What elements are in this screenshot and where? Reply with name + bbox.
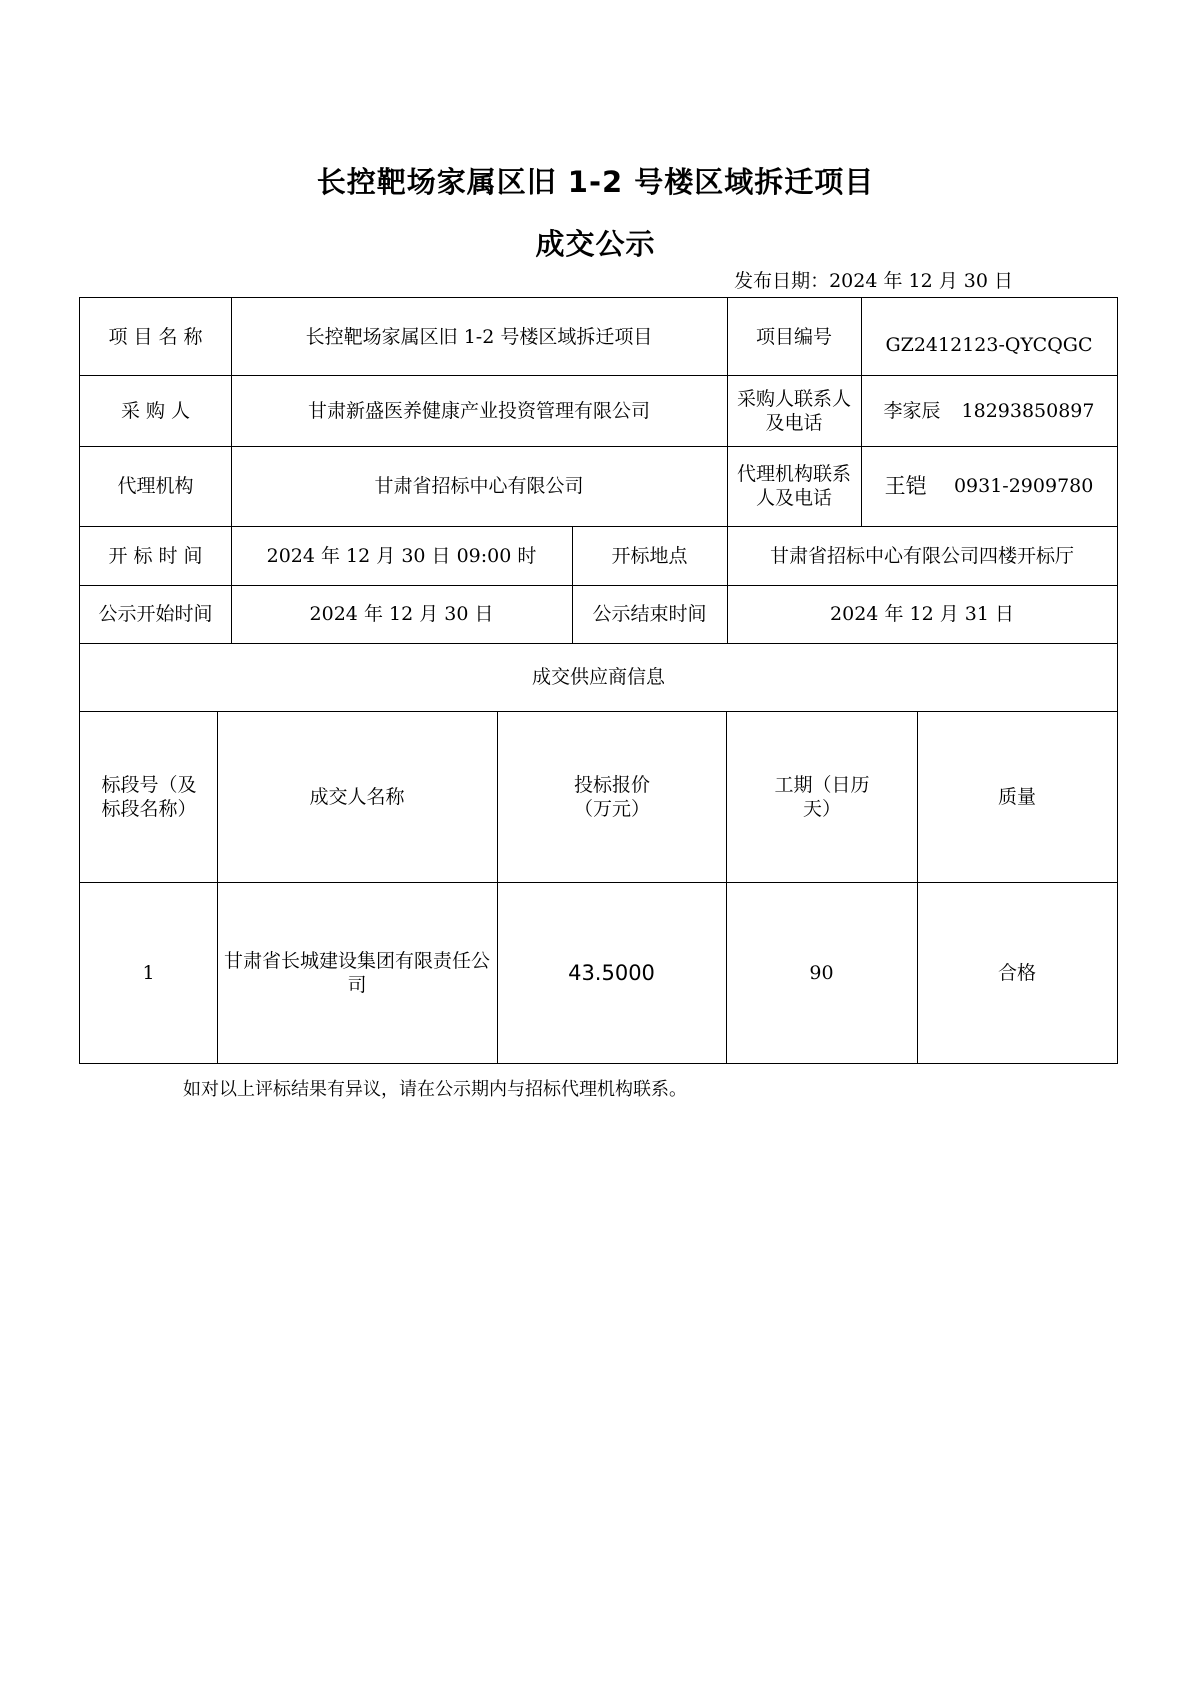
agency: 甘肃省招标中心有限公司 xyxy=(374,475,584,497)
open-place: 甘肃省招标中心有限公司四楼开标厅 xyxy=(769,544,1074,567)
purchaser-contact xyxy=(861,375,1117,446)
purchaser: 甘肃新盛医养健康产业投资管理有限公司 xyxy=(307,399,650,422)
table-cell-quality: 合格 xyxy=(997,961,1036,984)
agency-label: 代理机构 xyxy=(117,475,194,497)
purchaser-contact-name: 李家辰 xyxy=(883,399,941,422)
header-winner-name: 成交人名称 xyxy=(309,785,405,808)
notice-end: 2024 年 12 月 31 日 xyxy=(830,603,1014,625)
objection-note: 如对以上评标结果有异议，请在公示期内与招标代理机构联系。 xyxy=(183,1079,687,1100)
table-cell-lot-no: 1 xyxy=(142,961,155,984)
purchaser-label: 采 购 人 xyxy=(120,399,191,422)
table-cell-duration: 90 xyxy=(809,961,834,984)
agency-contact-name: 王铠 xyxy=(884,474,927,498)
table-cell-bid-price: 43.5000 xyxy=(568,960,655,985)
section-title: 成交供应商信息 xyxy=(531,666,665,688)
purchaser-contact-label: 采购人联系人及电话 xyxy=(736,387,851,434)
header-lot-no: 标段号（及标段名称） xyxy=(101,773,197,820)
project-name: 长控靶场家属区旧 1-2 号楼区域拆迁项目 xyxy=(305,325,653,348)
header-quality: 质量 xyxy=(997,785,1036,808)
purchaser-contact-phone: 18293850897 xyxy=(961,399,1095,422)
page-title: 长控靶场家属区旧 1-2 号楼区域拆迁项目 xyxy=(316,165,875,199)
project-no: GZ2412123-QYCQGC xyxy=(885,333,1093,356)
notice-start: 2024 年 12 月 30 日 xyxy=(309,603,494,625)
agency-contact-label: 代理机构联系人及电话 xyxy=(736,463,851,509)
open-time-label: 开 标 时 间 xyxy=(108,544,203,567)
table-cell-winner-name: 甘肃省长城建设集团有限责任公司 xyxy=(223,949,490,996)
notice-start-label: 公示开始时间 xyxy=(98,603,213,625)
header-duration: 工期（日历天） xyxy=(774,773,870,820)
page-subtitle: 成交公示 xyxy=(535,227,656,261)
open-time: 2024 年 12 月 30 日 09:00 时 xyxy=(266,544,537,567)
agency-contact-phone: 0931-2909780 xyxy=(953,475,1094,497)
notice-table xyxy=(79,297,1118,1064)
notice-end-label: 公示结束时间 xyxy=(592,603,707,625)
project-name-label: 项 目 名 称 xyxy=(108,325,203,348)
open-place-label: 开标地点 xyxy=(611,544,688,567)
project-no-label: 项目编号 xyxy=(755,325,832,348)
header-bid-price: 投标报价（万元） xyxy=(573,773,650,820)
agency-contact xyxy=(861,446,1117,526)
publish-date: 发布日期：2024 年 12 月 30 日 xyxy=(734,270,1013,292)
